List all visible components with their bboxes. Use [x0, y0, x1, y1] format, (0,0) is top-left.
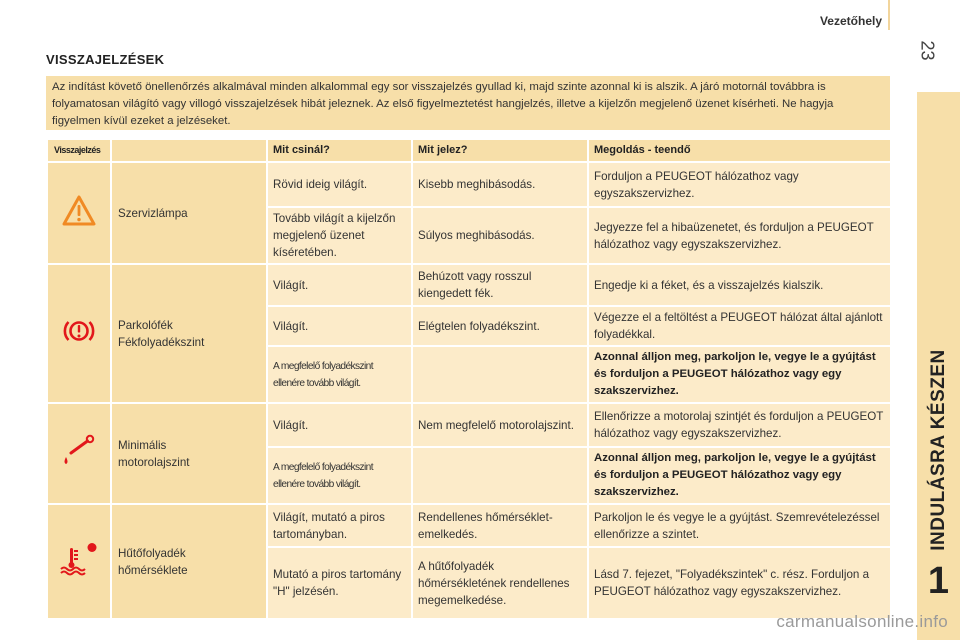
- intro-paragraph: Az indítást követő önellenőrzés alkalmával minden alkalommal egy sor visszajelzés gyullad ki, majd szinte azonnal ki is alszik. A járó motornál továbbra is folyamatosan világító vagy villogó visszajelzések hibát jeleznek. Az első figyelmeztetést hangjelzés, illetve a kijelzőn megjelenő üzenet kísérheti. Ne hagyja figyelmen kívül ezeket a jelzéseket.: [46, 76, 890, 130]
- lamp-name-line: motorolajszint: [118, 455, 190, 469]
- lamp-name-line: Parkolófék: [118, 318, 173, 332]
- brake-lamp-icon-cell: [47, 264, 111, 403]
- coolant-lamp-icon-cell: [47, 504, 111, 619]
- lamp-name-line: Minimális: [118, 438, 167, 452]
- chapter-number: 1: [927, 560, 950, 602]
- table-row: [47, 264, 891, 306]
- cell-means: Kisebb meghibásodás.: [412, 162, 588, 207]
- header-blank: [111, 139, 267, 162]
- cell-does: Mutató a piros tartomány "H" jelzésén.: [267, 547, 412, 619]
- warning-lamps-table: [46, 138, 892, 620]
- brake-warning-icon: [62, 317, 96, 350]
- cell-does: A megfelelő folyadékszint ellenére tovább világít.: [267, 346, 412, 403]
- warning-triangle-icon: [62, 195, 96, 232]
- oil-can-icon: [60, 433, 98, 474]
- cell-means: Rendellenes hőmérséklet-emelkedés.: [412, 504, 588, 547]
- service-lamp-icon-cell: [47, 162, 111, 264]
- lamp-name: [111, 403, 267, 504]
- lamp-name-line: Fékfolyadékszint: [118, 335, 205, 349]
- lamp-name: Szervizlámpa: [111, 162, 267, 264]
- watermark: carmanualsonline.info: [776, 612, 948, 631]
- cell-means: Nem megfelelő motorolajszint.: [412, 403, 588, 447]
- cell-means: Súlyos meghibásodás.: [412, 207, 588, 264]
- cell-action-urgent: Azonnal álljon meg, parkoljon le, vegye le a gyújtást és forduljon a PEUGEOT hálózathoz vagy egy szakszervizhez.: [588, 346, 891, 403]
- cell-means: Behúzott vagy rosszul kiengedett fék.: [412, 264, 588, 306]
- cell-action: Forduljon a PEUGEOT hálózathoz vagy egyszakszervizhez.: [588, 162, 891, 207]
- header-divider: [888, 0, 890, 30]
- page-header-title: Vezetőhely: [819, 14, 882, 28]
- cell-does: Világít.: [267, 306, 412, 346]
- cell-action-urgent: Azonnal álljon meg, parkoljon le, vegye le a gyújtást és forduljon a PEUGEOT hálózathoz vagy egy szakszervizhez.: [588, 447, 891, 504]
- lamp-name-line: Hűtőfolyadék: [118, 546, 186, 560]
- table-row: [47, 504, 891, 547]
- cell-action: Ellenőrizze a motorolaj szintjét és forduljon a PEUGEOT hálózathoz vagy egyszakszervizhez.: [588, 403, 891, 447]
- cell-does: Rövid ideig világít.: [267, 162, 412, 207]
- cell-means: [412, 346, 588, 403]
- cell-does: Tovább világít a kijelzőn megjelenő üzenet kíséretében.: [267, 207, 412, 264]
- header-what-means: Mit jelez?: [412, 139, 588, 162]
- chapter-title: INDULÁSRA KÉSZEN: [928, 349, 949, 551]
- cell-action: Engedje ki a féket, és a visszajelzés kialszik.: [588, 264, 891, 306]
- cell-means: Elégtelen folyadékszint.: [412, 306, 588, 346]
- cell-action: Végezze el a feltöltést a PEUGEOT hálózat által ajánlott folyadékkal.: [588, 306, 891, 346]
- table-row: [47, 162, 891, 207]
- cell-does: Világít.: [267, 403, 412, 447]
- cell-action: Parkoljon le és vegye le a gyújtást. Szemrevételezéssel ellenőrizze a szintet.: [588, 504, 891, 547]
- cell-action: Jegyezze fel a hibaüzenetet, és forduljon a PEUGEOT hálózathoz vagy egyszakszervizhez.: [588, 207, 891, 264]
- oil-lamp-icon-cell: [47, 403, 111, 504]
- cell-does: Világít.: [267, 264, 412, 306]
- table-header-row: [47, 139, 891, 162]
- header-solution: Megoldás - teendő: [588, 139, 891, 162]
- page-number: 23: [917, 40, 938, 61]
- cell-means: [412, 447, 588, 504]
- cell-means: A hűtőfolyadék hőmérsékletének rendellenes megemelkedése.: [412, 547, 588, 619]
- cell-does: Világít, mutató a piros tartományban.: [267, 504, 412, 547]
- table-row: [47, 403, 891, 447]
- cell-does: A megfelelő folyadékszint ellenére tovább világít.: [267, 447, 412, 504]
- lamp-name: [111, 264, 267, 403]
- header-indicator: Visszajelzés: [47, 139, 111, 162]
- cell-action: Lásd 7. fejezet, "Folyadékszintek" c. rész. Forduljon a PEUGEOT hálózathoz vagy egyszakszervizhez.: [588, 547, 891, 619]
- section-title: VISSZAJELZÉSEK: [46, 52, 165, 67]
- header-what-does: Mit csinál?: [267, 139, 412, 162]
- coolant-temperature-icon: [57, 542, 101, 581]
- lamp-name-line: hőmérséklete: [118, 563, 188, 577]
- lamp-name: [111, 504, 267, 619]
